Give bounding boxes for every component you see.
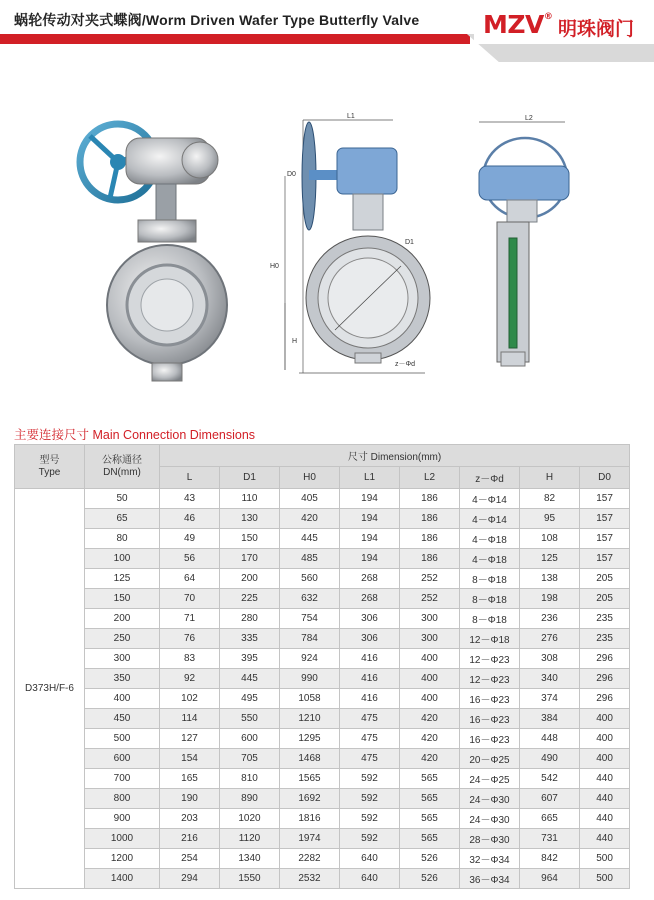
dimension-cell: 1058	[280, 689, 340, 709]
label-h0: H0	[270, 263, 279, 270]
label-zd: z－Φd	[395, 361, 415, 368]
dimension-cell: 157	[580, 549, 630, 569]
section-title: 主要连接尺寸 Main Connection Dimensions	[14, 428, 256, 442]
table-row	[15, 629, 630, 649]
dimension-cell: 157	[580, 509, 630, 529]
dimension-cell: 194	[340, 509, 400, 529]
header-dn	[85, 445, 160, 489]
dimension-cell: 565	[400, 769, 460, 789]
dimension-cell: 384	[520, 709, 580, 729]
dimension-cell: 592	[340, 789, 400, 809]
dimension-cell: 705	[220, 749, 280, 769]
dimension-cell: 420	[280, 509, 340, 529]
table-row	[15, 809, 630, 829]
dimension-cell: 46	[160, 509, 220, 529]
front-handwheel-icon	[302, 122, 339, 230]
page-title-en: /Worm Driven Wafer Type Butterfly Valve	[141, 12, 420, 28]
dimension-cell: 82	[520, 489, 580, 509]
dimension-cell: 400	[580, 749, 630, 769]
dn-cell: 100	[85, 549, 160, 569]
dimension-cell: 445	[220, 669, 280, 689]
dimension-cell: 157	[580, 489, 630, 509]
dimension-cell: 842	[520, 849, 580, 869]
dimension-cell: 400	[580, 709, 630, 729]
dimension-cell: 203	[160, 809, 220, 829]
dimension-cell: 306	[340, 609, 400, 629]
dimension-cell: 12－Φ18	[460, 629, 520, 649]
dimension-cell: 194	[340, 549, 400, 569]
dn-cell: 125	[85, 569, 160, 589]
dimension-cell: 475	[340, 749, 400, 769]
brand-name-cn: 明珠阀门	[558, 18, 635, 40]
header-red-bar	[0, 34, 470, 44]
dimension-cell: 395	[220, 649, 280, 669]
table-row	[15, 649, 630, 669]
dimension-cell: 300	[400, 629, 460, 649]
table-row	[15, 569, 630, 589]
dimension-cell: 990	[280, 669, 340, 689]
brand-logo	[483, 10, 552, 39]
dn-cell: 1000	[85, 829, 160, 849]
dimension-cell: 20－Φ25	[460, 749, 520, 769]
dimension-cell: 190	[160, 789, 220, 809]
dimension-cell: 296	[580, 689, 630, 709]
dimension-cell: 500	[580, 869, 630, 889]
dimension-cell: 490	[520, 749, 580, 769]
dimension-cell: 592	[340, 829, 400, 849]
brand-mark: MZV	[483, 10, 544, 39]
dimension-cell: 964	[520, 869, 580, 889]
dimension-cell: 170	[220, 549, 280, 569]
dn-cell: 50	[85, 489, 160, 509]
dn-cell: 300	[85, 649, 160, 669]
dimension-cell: 440	[580, 829, 630, 849]
table-row	[15, 549, 630, 569]
dimension-cell: 607	[520, 789, 580, 809]
dimension-cell: 4－Φ18	[460, 529, 520, 549]
dimension-cell: 150	[220, 529, 280, 549]
table-row	[15, 589, 630, 609]
dimension-cell: 64	[160, 569, 220, 589]
dimension-cell: 252	[400, 569, 460, 589]
table-row	[15, 769, 630, 789]
dimension-cell: 12－Φ23	[460, 649, 520, 669]
dimension-cell: 165	[160, 769, 220, 789]
dimension-cell: 71	[160, 609, 220, 629]
dn-cell: 250	[85, 629, 160, 649]
dimension-cell: 276	[520, 629, 580, 649]
dimension-cell: 416	[340, 669, 400, 689]
dn-cell: 800	[85, 789, 160, 809]
dimension-cell: 560	[280, 569, 340, 589]
dimension-cell: 235	[580, 609, 630, 629]
dimension-cell: 400	[400, 649, 460, 669]
header-col-5: z－Φd	[460, 467, 520, 489]
dimension-cell: 526	[400, 849, 460, 869]
dimension-cell: 16－Φ23	[460, 729, 520, 749]
dimension-cell: 784	[280, 629, 340, 649]
dimension-cell: 110	[220, 489, 280, 509]
dimension-cell: 127	[160, 729, 220, 749]
table-row	[15, 749, 630, 769]
dimension-cell: 1692	[280, 789, 340, 809]
label-l2: L2	[525, 115, 533, 122]
table-row	[15, 609, 630, 629]
dimension-cell: 296	[580, 649, 630, 669]
dimension-cell: 92	[160, 669, 220, 689]
dimension-cell: 254	[160, 849, 220, 869]
table-row	[15, 729, 630, 749]
dimension-cell: 16－Φ23	[460, 689, 520, 709]
dimension-cell: 205	[580, 569, 630, 589]
header-col-2: H0	[280, 467, 340, 489]
header-dn-cn: 公称通径	[102, 454, 142, 466]
dimension-cell: 485	[280, 549, 340, 569]
dimension-cell: 340	[520, 669, 580, 689]
dimension-cell: 2532	[280, 869, 340, 889]
dimension-cell: 592	[340, 769, 400, 789]
dimension-cell: 300	[400, 609, 460, 629]
header-type-en: Type	[38, 466, 61, 478]
dimension-cell: 8－Φ18	[460, 589, 520, 609]
gearbox-icon	[126, 138, 218, 220]
dimension-cell: 194	[340, 489, 400, 509]
dimension-cell: 16－Φ23	[460, 709, 520, 729]
type-cell: D373H/F-6	[15, 489, 85, 889]
front-gearbox-icon	[337, 148, 397, 230]
dimension-cell: 296	[580, 669, 630, 689]
table-row	[15, 709, 630, 729]
table-row	[15, 669, 630, 689]
header-dn-en: DN(mm)	[103, 466, 141, 478]
header-col-1: D1	[220, 467, 280, 489]
dimension-cell: 157	[580, 529, 630, 549]
dimension-cell: 186	[400, 549, 460, 569]
dimension-cell: 1816	[280, 809, 340, 829]
dimension-cell: 1468	[280, 749, 340, 769]
dimension-cell: 640	[340, 849, 400, 869]
dimension-cell: 754	[280, 609, 340, 629]
label-l1: L1	[347, 113, 355, 120]
header-col-3: L1	[340, 467, 400, 489]
dn-cell: 200	[85, 609, 160, 629]
dimension-cell: 420	[400, 729, 460, 749]
dimension-cell: 294	[160, 869, 220, 889]
dimension-cell: 8－Φ18	[460, 609, 520, 629]
dimension-cell: 194	[340, 529, 400, 549]
header-type	[15, 445, 85, 489]
dimension-cell: 102	[160, 689, 220, 709]
header-col-7: D0	[580, 467, 630, 489]
dimension-cell: 565	[400, 829, 460, 849]
dimension-cell: 1020	[220, 809, 280, 829]
valve-side-drawing	[465, 108, 585, 373]
dimension-cell: 400	[400, 669, 460, 689]
dimension-cell: 440	[580, 769, 630, 789]
dimension-cell: 49	[160, 529, 220, 549]
table-row	[15, 789, 630, 809]
dn-cell: 900	[85, 809, 160, 829]
dimension-cell: 500	[580, 849, 630, 869]
dimension-cell: 28－Φ30	[460, 829, 520, 849]
dimension-cell: 24－Φ25	[460, 769, 520, 789]
dn-cell: 65	[85, 509, 160, 529]
dimension-cell: 2282	[280, 849, 340, 869]
dimension-cell: 125	[520, 549, 580, 569]
dimension-cell: 200	[220, 569, 280, 589]
dimension-cell: 114	[160, 709, 220, 729]
dimension-cell: 420	[400, 709, 460, 729]
dimension-cell: 1565	[280, 769, 340, 789]
dimension-cell: 225	[220, 589, 280, 609]
dn-cell: 450	[85, 709, 160, 729]
dimension-cell: 810	[220, 769, 280, 789]
dimension-cell: 526	[400, 869, 460, 889]
dimension-cell: 76	[160, 629, 220, 649]
dimension-cell: 56	[160, 549, 220, 569]
valve-photo	[60, 110, 230, 390]
table-row	[15, 509, 630, 529]
dimension-cell: 440	[580, 809, 630, 829]
dimension-cell: 542	[520, 769, 580, 789]
table-row	[15, 829, 630, 849]
dimension-cell: 440	[580, 789, 630, 809]
dimension-table	[14, 444, 630, 889]
dimension-cell: 306	[340, 629, 400, 649]
dimension-cell: 565	[400, 809, 460, 829]
dimension-cell: 374	[520, 689, 580, 709]
dimension-cell: 565	[400, 789, 460, 809]
dimension-cell: 308	[520, 649, 580, 669]
dimension-cell: 268	[340, 569, 400, 589]
side-gearbox-icon	[479, 166, 569, 222]
dimension-cell: 592	[340, 809, 400, 829]
table-row	[15, 529, 630, 549]
dimension-cell: 43	[160, 489, 220, 509]
dimension-cell: 448	[520, 729, 580, 749]
registered-mark-icon: ®	[543, 12, 553, 22]
dimension-cell: 475	[340, 729, 400, 749]
dn-cell: 1200	[85, 849, 160, 869]
dimension-cell: 632	[280, 589, 340, 609]
dimension-cell: 216	[160, 829, 220, 849]
dimension-cell: 1974	[280, 829, 340, 849]
dimension-cell: 198	[520, 589, 580, 609]
dimension-cell: 4－Φ18	[460, 549, 520, 569]
dimension-cell: 1550	[220, 869, 280, 889]
label-d0: D0	[287, 171, 296, 178]
dimension-cell: 8－Φ18	[460, 569, 520, 589]
dimension-cell: 405	[280, 489, 340, 509]
dimension-cell: 12－Φ23	[460, 669, 520, 689]
header-dimension-group: 尺寸 Dimension(mm)	[160, 445, 630, 467]
dimension-cell: 1340	[220, 849, 280, 869]
dimension-cell: 186	[400, 489, 460, 509]
side-body-icon	[497, 222, 529, 366]
dimension-cell: 890	[220, 789, 280, 809]
dimension-cell: 1120	[220, 829, 280, 849]
dn-cell: 600	[85, 749, 160, 769]
dimension-cell: 400	[400, 689, 460, 709]
dn-cell: 500	[85, 729, 160, 749]
dimension-cell: 268	[340, 589, 400, 609]
page-title	[14, 10, 419, 30]
dimension-cell: 445	[280, 529, 340, 549]
dimension-cell: 24－Φ30	[460, 809, 520, 829]
dimension-cell: 731	[520, 829, 580, 849]
front-body-icon	[306, 236, 430, 363]
dimension-cell: 138	[520, 569, 580, 589]
label-d1: D1	[405, 239, 414, 246]
dimension-cell: 665	[520, 809, 580, 829]
dimension-cell: 24－Φ30	[460, 789, 520, 809]
header-col-4: L2	[400, 467, 460, 489]
dimension-cell: 4－Φ14	[460, 489, 520, 509]
dimension-cell: 95	[520, 509, 580, 529]
table-row	[15, 489, 630, 509]
dimension-cell: 186	[400, 529, 460, 549]
dimension-cell: 32－Φ34	[460, 849, 520, 869]
dimension-cell: 252	[400, 589, 460, 609]
dimension-cell: 550	[220, 709, 280, 729]
dimension-cell: 70	[160, 589, 220, 609]
dn-cell: 150	[85, 589, 160, 609]
header-col-6: H	[520, 467, 580, 489]
dimension-cell: 154	[160, 749, 220, 769]
header-type-cn: 型号	[39, 454, 60, 466]
dimension-cell: 600	[220, 729, 280, 749]
dimension-cell: 924	[280, 649, 340, 669]
dimension-cell: 280	[220, 609, 280, 629]
dimension-cell: 236	[520, 609, 580, 629]
dimension-cell: 416	[340, 649, 400, 669]
header-bar	[0, 0, 654, 62]
table-row	[15, 689, 630, 709]
dn-cell: 700	[85, 769, 160, 789]
table-row	[15, 849, 630, 869]
dimension-cell: 640	[340, 869, 400, 889]
dimension-cell: 420	[400, 749, 460, 769]
dimension-cell: 416	[340, 689, 400, 709]
dimension-cell: 235	[580, 629, 630, 649]
dimension-cell: 108	[520, 529, 580, 549]
label-h: H	[292, 338, 298, 345]
dn-cell: 350	[85, 669, 160, 689]
header-col-0: L	[160, 467, 220, 489]
dimension-cell: 400	[580, 729, 630, 749]
dimension-cell: 4－Φ14	[460, 509, 520, 529]
table-row	[15, 869, 630, 889]
dimension-cell: 130	[220, 509, 280, 529]
dimension-cell: 335	[220, 629, 280, 649]
page-title-cn: 蜗轮传动对夹式蝶阀	[14, 12, 142, 28]
dimension-cell: 83	[160, 649, 220, 669]
dn-cell: 80	[85, 529, 160, 549]
dimension-cell: 205	[580, 589, 630, 609]
valve-body-icon	[107, 220, 227, 381]
dimension-cell: 475	[340, 709, 400, 729]
dimension-cell: 36－Φ34	[460, 869, 520, 889]
valve-front-drawing	[265, 108, 445, 383]
dimension-cell: 1210	[280, 709, 340, 729]
dimension-cell: 495	[220, 689, 280, 709]
dn-cell: 1400	[85, 869, 160, 889]
dimension-cell: 186	[400, 509, 460, 529]
dimension-cell: 1295	[280, 729, 340, 749]
dn-cell: 400	[85, 689, 160, 709]
